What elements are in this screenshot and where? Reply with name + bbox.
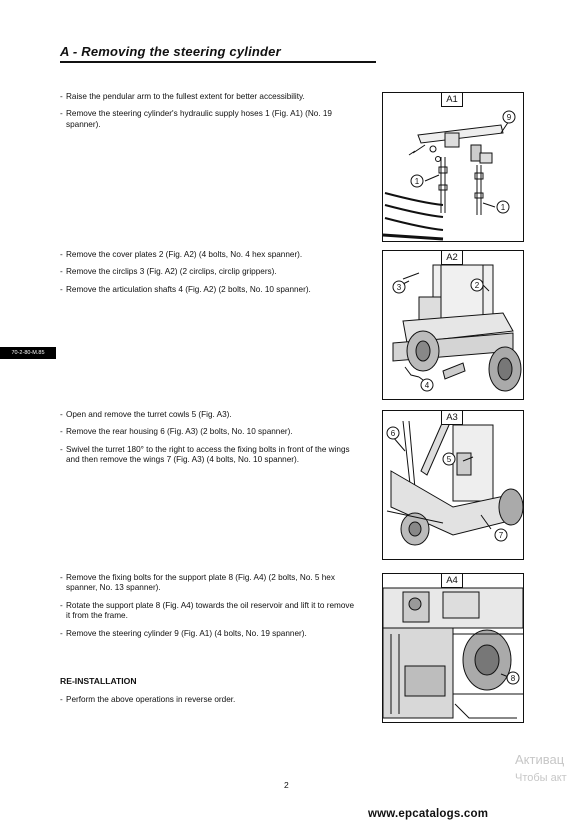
step-item: - Perform the above operations in reverse order. bbox=[60, 695, 236, 704]
reinstallation-heading: RE-INSTALLATION bbox=[60, 676, 137, 686]
reinstallation-steps bbox=[60, 695, 360, 712]
step-item: - Swivel the turret 180° to the right to access the fixing bolts in front of the wings and then remove the wings 7 (Fig. A3) (4 bolts, No. 10 spanner). bbox=[60, 444, 350, 465]
steps-group-4 bbox=[60, 573, 360, 646]
figure-a3 bbox=[382, 410, 524, 560]
figure-label: A4 bbox=[441, 573, 463, 588]
support-plate-illustration bbox=[383, 574, 523, 722]
step-item: - Raise the pendular arm to the fullest extent for better accessibility. bbox=[60, 92, 305, 101]
turret-wings-illustration bbox=[383, 411, 523, 559]
step-item: - Open and remove the turret cowls 5 (Fig. A3). bbox=[60, 410, 232, 419]
side-tab-code: 70-2-80-M.85 bbox=[0, 347, 56, 359]
steps-group-2 bbox=[60, 250, 360, 302]
activation-watermark-line-1: Активац bbox=[515, 752, 565, 767]
callout-4: 4 bbox=[424, 381, 430, 390]
callout-5: 5 bbox=[446, 455, 452, 464]
title-underline bbox=[60, 61, 376, 63]
activation-watermark-line-2: Чтобы акт bbox=[515, 772, 567, 784]
callout-7: 7 bbox=[498, 531, 504, 540]
figure-label: A3 bbox=[441, 410, 463, 425]
step-item: - Remove the steering cylinder 9 (Fig. A1) (4 bolts, No. 19 spanner). bbox=[60, 628, 307, 638]
turret-articulation-illustration bbox=[383, 251, 523, 399]
page-number: 2 bbox=[284, 780, 289, 790]
step-item: - Remove the fixing bolts for the support plate 8 (Fig. A4) (2 bolts, No. 5 hex spanner, No. 13 spanner). bbox=[60, 573, 335, 593]
figure-label: A1 bbox=[441, 92, 463, 107]
site-url: www.epcatalogs.com bbox=[368, 808, 489, 820]
callout-8: 8 bbox=[510, 674, 516, 683]
callout-9: 9 bbox=[506, 113, 512, 122]
step-item: - Rotate the support plate 8 (Fig. A4) towards the oil reservoir and lift it to remove it from the frame. bbox=[60, 600, 355, 621]
callout-2: 2 bbox=[474, 281, 480, 290]
figure-label: A2 bbox=[441, 250, 463, 265]
step-item: - Remove the circlips 3 (Fig. A2) (2 circlips, circlip grippers). bbox=[60, 267, 277, 277]
callout-6: 6 bbox=[390, 429, 396, 438]
callout-3: 3 bbox=[396, 283, 402, 292]
steering-cylinder-illustration bbox=[383, 93, 523, 241]
section-title: A - Removing the steering cylinder bbox=[60, 44, 281, 59]
steps-group-3 bbox=[60, 410, 360, 473]
figure-a1 bbox=[382, 92, 524, 242]
callout-1: 1 bbox=[500, 203, 506, 212]
figure-a4 bbox=[382, 573, 524, 723]
step-item: - Remove the articulation shafts 4 (Fig. A2) (2 bolts, No. 10 spanner). bbox=[60, 284, 311, 294]
steps-group-1 bbox=[60, 92, 360, 137]
step-item: - Remove the rear housing 6 (Fig. A3) (2 bolts, No. 10 spanner). bbox=[60, 427, 293, 437]
figure-a2 bbox=[382, 250, 524, 400]
step-item: - Remove the steering cylinder's hydraulic supply hoses 1 (Fig. A1) (No. 19 spanner). bbox=[60, 109, 332, 129]
step-item: - Remove the cover plates 2 (Fig. A2) (4 bolts, No. 4 hex spanner). bbox=[60, 250, 303, 259]
callout-1: 1 bbox=[414, 177, 420, 186]
